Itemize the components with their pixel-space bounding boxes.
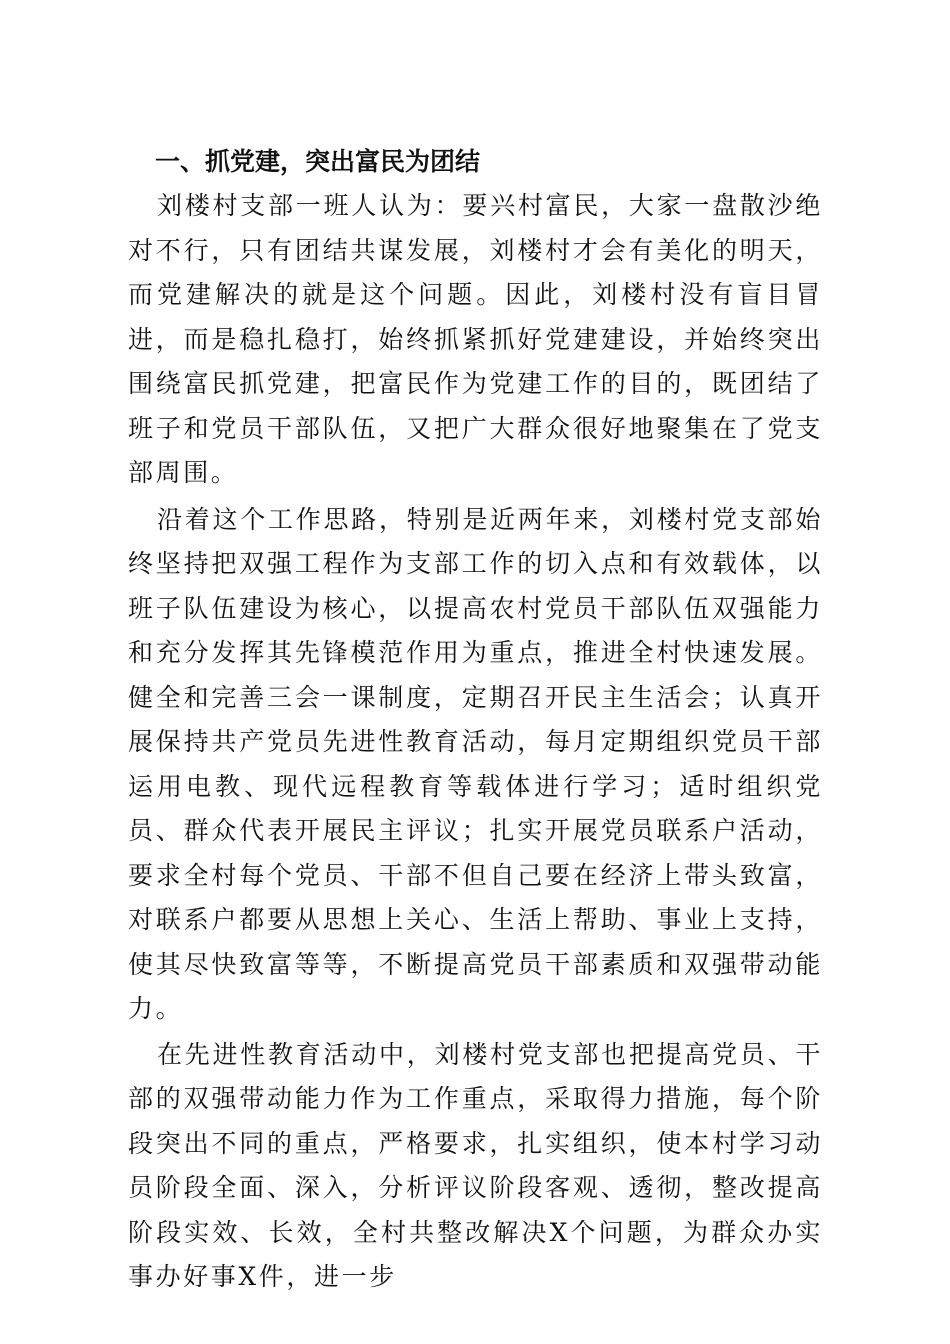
- document-body: [128, 140, 823, 1300]
- paragraph-education-activity: 在先进性教育活动中，刘楼村党支部也把提高党员、干部的双强带动能力作为工作重点，采取得力措施，每个阶段突出不同的重点，严格要求，扎实组织，使本村学习动员阶段全面、深入，分析评议阶段客观、透彻，整改提高阶段实效、长效，全村共整改解决X个问题，为群众办实事办好事X件，进一步: [128, 1039, 823, 1291]
- paragraph-party-building: 刘楼村支部一班人认为：要兴村富民，大家一盘散沙绝对不行，只有团结共谋发展，刘楼村才会有美化的明天，而党建解决的就是这个问题。因此，刘楼村没有盲目冒进，而是稳扎稳打，始终抓紧抓好党建建设，并始终突出围绕富民抓党建，把富民作为党建工作的目的，既团结了班子和党员干部队伍，又把广大群众很好地聚集在了党支部周围。: [128, 191, 823, 487]
- section-heading: 一、抓党建，突出富民为团结: [155, 147, 481, 176]
- paragraph-work-approach: 沿着这个工作思路，特别是近两年来，刘楼村党支部始终坚持把双强工程作为支部工作的切入点和有效载体，以班子队伍建设为核心，以提高农村党员干部队伍双强能力和充分发挥其先锋模范作用为重点，推进全村快速发展。健全和完善三会一课制度，定期召开民主生活会；认真开展保持共产党员先进性教育活动，每月定期组织党员干部运用电教、现代远程教育等载体进行学习；适时组织党员、群众代表开展民主评议；扎实开展党员联系户活动，要求全村每个党员、干部不但自己要在经济上带头致富，对联系户都要从思想上关心、生活上帮助、事业上支持，使其尽快致富等等，不断提高党员干部素质和双强带动能力。: [128, 504, 823, 1023]
